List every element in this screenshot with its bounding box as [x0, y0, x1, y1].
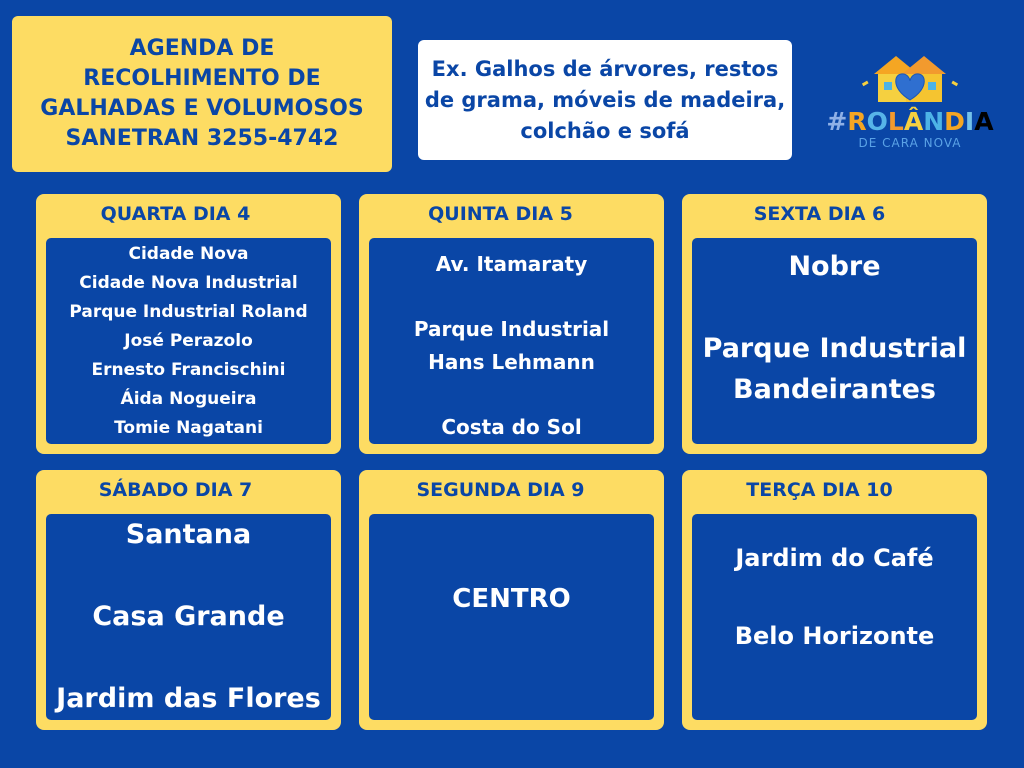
day-title: SEGUNDA DIA 9: [416, 479, 585, 501]
day-card-segunda: [359, 470, 664, 730]
day-title: SEXTA DIA 6: [753, 203, 886, 225]
neighborhood-list: [369, 238, 654, 444]
neighborhood: Jardim do Café: [735, 544, 934, 572]
logo-char: Â: [903, 107, 924, 136]
logo-char: D: [944, 107, 965, 136]
neighborhood-list: [692, 514, 977, 720]
example-note: [418, 40, 792, 160]
neighborhood: Ernesto Francischini: [91, 359, 286, 380]
neighborhood: Santana: [125, 519, 252, 550]
neighborhood-list: [369, 514, 654, 720]
logo-char: O: [866, 107, 888, 136]
rolandia-logo: [818, 50, 1002, 162]
example-text: Ex. Galhos de árvores, restos de grama, móveis de madeira, colchão e sofá: [424, 56, 786, 143]
title-line-1: AGENDA DE: [129, 36, 275, 61]
title-line-4: SANETRAN 3255-4742: [65, 126, 339, 151]
neighborhood: Belo Horizonte: [734, 622, 935, 650]
neighborhood: Av. Itamaraty: [435, 252, 588, 276]
logo-char: N: [923, 107, 945, 136]
logo-char: R: [847, 107, 867, 136]
neighborhood: Bandeirantes: [733, 374, 936, 405]
neighborhood-list: [46, 238, 331, 444]
neighborhood: Parque Industrial Roland: [69, 301, 308, 322]
day-card-sabado: [36, 470, 341, 730]
neighborhood: Parque Industrial: [413, 317, 610, 341]
logo-hashtag: [818, 108, 1002, 136]
neighborhood: Tomie Nagatani: [114, 417, 263, 438]
day-title: SÁBADO DIA 7: [98, 479, 253, 501]
day-card-terca: [682, 470, 987, 730]
day-card-quinta: [359, 194, 664, 454]
day-card-quarta: [36, 194, 341, 454]
day-card-sexta: [682, 194, 987, 454]
neighborhood: Nobre: [788, 251, 881, 282]
neighborhood-list: [692, 238, 977, 444]
day-title: QUARTA DIA 4: [100, 203, 251, 225]
neighborhood: Casa Grande: [92, 601, 285, 632]
logo-char: I: [964, 107, 975, 136]
neighborhood: José Perazolo: [124, 330, 253, 351]
neighborhood: Cidade Nova Industrial: [79, 272, 298, 293]
logo-char: A: [974, 107, 994, 136]
logo-char: L: [887, 107, 904, 136]
neighborhood: Jardim das Flores: [56, 683, 321, 714]
neighborhood: Costa do Sol: [441, 415, 582, 439]
logo-subtitle: DE CARA NOVA: [858, 136, 962, 150]
neighborhood-list: [46, 514, 331, 720]
neighborhood: Áida Nogueira: [120, 388, 257, 409]
title-banner: [12, 16, 392, 172]
day-title: TERÇA DIA 10: [746, 479, 893, 501]
day-title: QUINTA DIA 5: [428, 203, 573, 225]
house-heart-icon: [860, 50, 960, 106]
neighborhood: CENTRO: [452, 584, 571, 614]
title-line-3: GALHADAS E VOLUMOSOS: [40, 96, 364, 121]
logo-char: #: [826, 107, 848, 136]
neighborhood: Cidade Nova: [128, 243, 249, 264]
neighborhood: Parque Industrial: [702, 333, 967, 364]
title-line-2: RECOLHIMENTO DE: [83, 66, 321, 91]
neighborhood: Hans Lehmann: [428, 350, 595, 374]
